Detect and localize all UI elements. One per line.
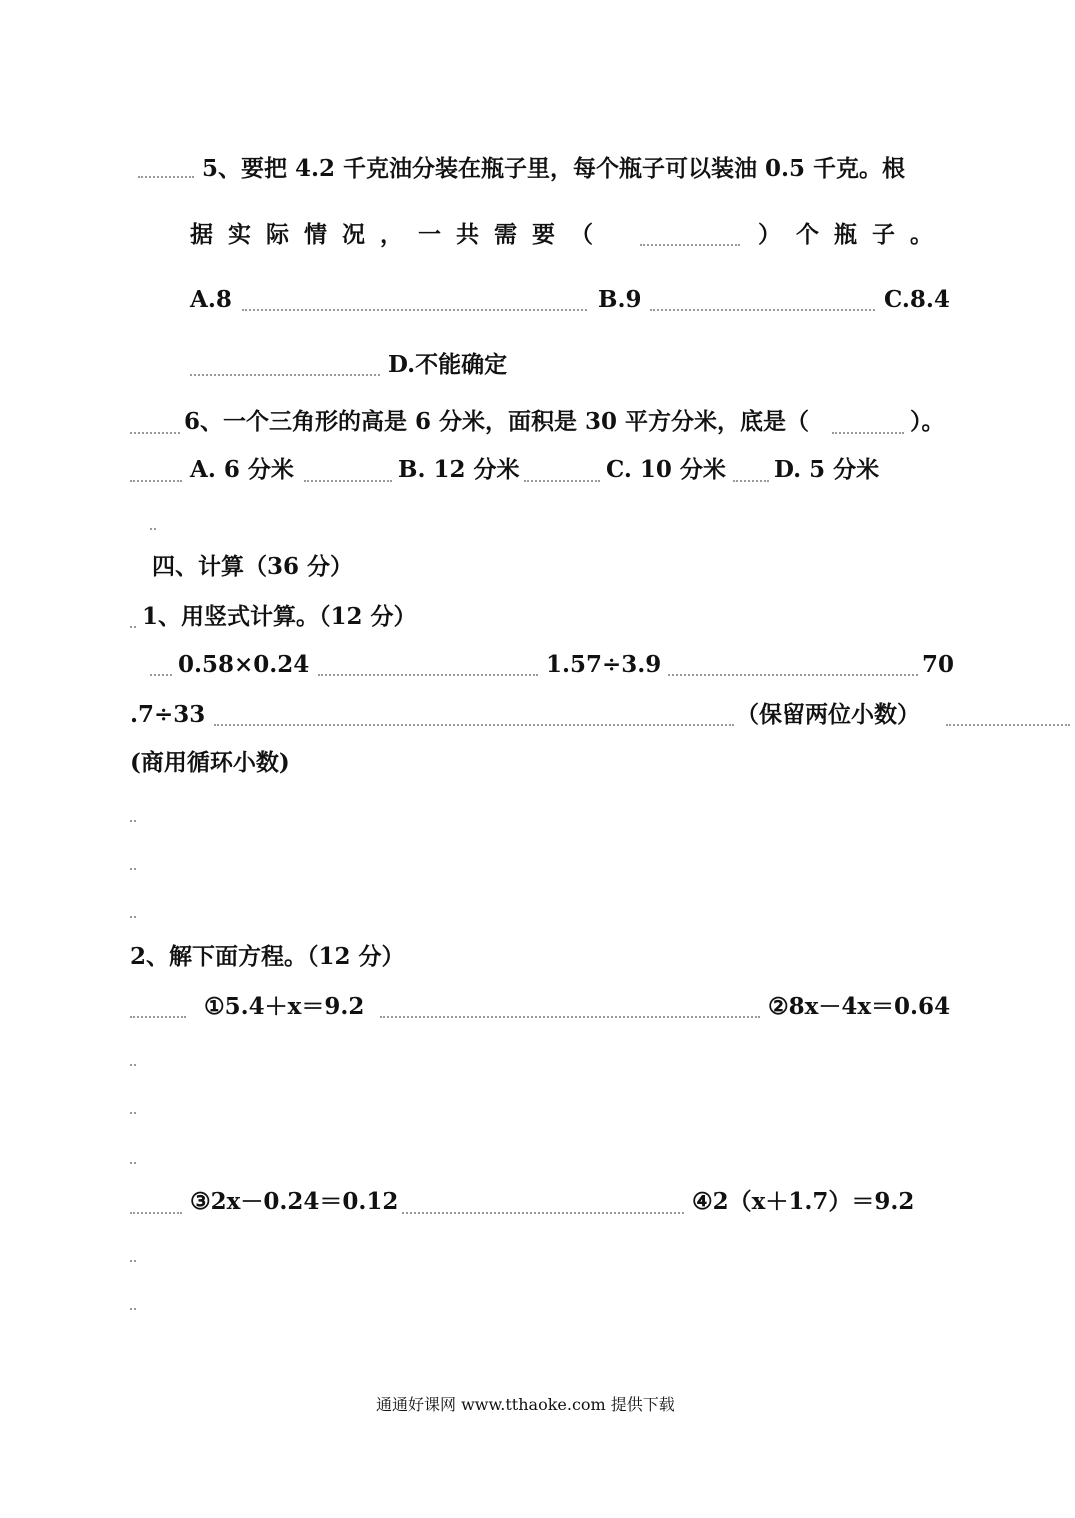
- dot-leader: [380, 1014, 760, 1018]
- dot-leader: [150, 672, 172, 676]
- answer-blank: [640, 242, 740, 246]
- q6-option-d: D. 5 分米: [774, 456, 880, 483]
- dot-leader: [150, 526, 156, 530]
- dot-leader: [130, 1210, 182, 1214]
- q6-prompt: 6、一个三角形的高是 6 分米，面积是 30 平方分米，底是（: [184, 408, 810, 435]
- equation-1: ①5.4＋x＝9.2: [204, 993, 365, 1020]
- part1-title: 1、用竖式计算。（12 分）: [142, 603, 417, 630]
- q6-option-a: A. 6 分米: [190, 456, 294, 483]
- equation-2: ②8x－4x＝0.64: [768, 993, 951, 1020]
- calc-item-1: 0.58×0.24: [178, 651, 310, 678]
- dot-leader: [733, 478, 769, 482]
- dot-leader: [130, 818, 136, 822]
- dot-leader: [130, 1306, 136, 1310]
- dot-leader: [130, 866, 136, 870]
- dot-leader: [130, 1258, 136, 1262]
- q5-option-a: A.8: [190, 286, 232, 313]
- dot-leader: [130, 1110, 136, 1114]
- calc-item-3-start: 70: [922, 651, 955, 678]
- dot-leader: [130, 1160, 136, 1164]
- equation-3: ③2x－0.24＝0.12: [190, 1188, 399, 1215]
- equation-4: ④2（x＋1.7）＝9.2: [692, 1188, 915, 1215]
- part2-title: 2、解下面方程。（12 分）: [130, 943, 405, 970]
- round-note: （保留两位小数）: [736, 701, 920, 728]
- dot-leader: [524, 478, 600, 482]
- dot-leader: [130, 914, 136, 918]
- dot-leader: [668, 672, 918, 676]
- repeat-note: (商用循环小数): [130, 749, 290, 776]
- q5-line2-suffix: ）个瓶子。: [758, 221, 948, 248]
- q6-suffix: ）。: [910, 408, 945, 435]
- dot-leader: [242, 307, 587, 311]
- dot-leader: [130, 1062, 136, 1066]
- dot-leader: [190, 372, 380, 376]
- dot-leader: [402, 1210, 684, 1214]
- calc-item-2: 1.57÷3.9: [546, 651, 662, 678]
- dot-leader: [138, 174, 194, 178]
- dot-leader: [946, 722, 1070, 726]
- q5-option-c: C.8.4: [884, 286, 950, 313]
- dot-leader: [130, 478, 182, 482]
- q5-line1: 5、要把 4.2 千克油分装在瓶子里，每个瓶子可以装油 0.5 千克。根: [202, 155, 906, 182]
- q5-line2-prefix: 据实际情况，一共需要（: [190, 221, 608, 248]
- dot-leader: [650, 307, 875, 311]
- calc-item-3-end: .7÷33: [130, 701, 206, 728]
- q6-option-c: C. 10 分米: [606, 456, 726, 483]
- q6-option-b: B. 12 分米: [398, 456, 520, 483]
- dot-leader: [214, 722, 734, 726]
- dot-leader: [130, 1014, 186, 1018]
- dot-leader: [130, 624, 136, 628]
- q5-option-b: B.9: [598, 286, 642, 313]
- answer-blank: [832, 430, 904, 434]
- dot-leader: [318, 672, 538, 676]
- section-title: 四、计算（36 分）: [152, 553, 354, 580]
- footer-credit: 通通好课网 www.tthaoke.com 提供下载: [376, 1395, 675, 1414]
- dot-leader: [130, 430, 180, 434]
- q5-option-d: D.不能确定: [388, 351, 508, 378]
- dot-leader: [304, 478, 392, 482]
